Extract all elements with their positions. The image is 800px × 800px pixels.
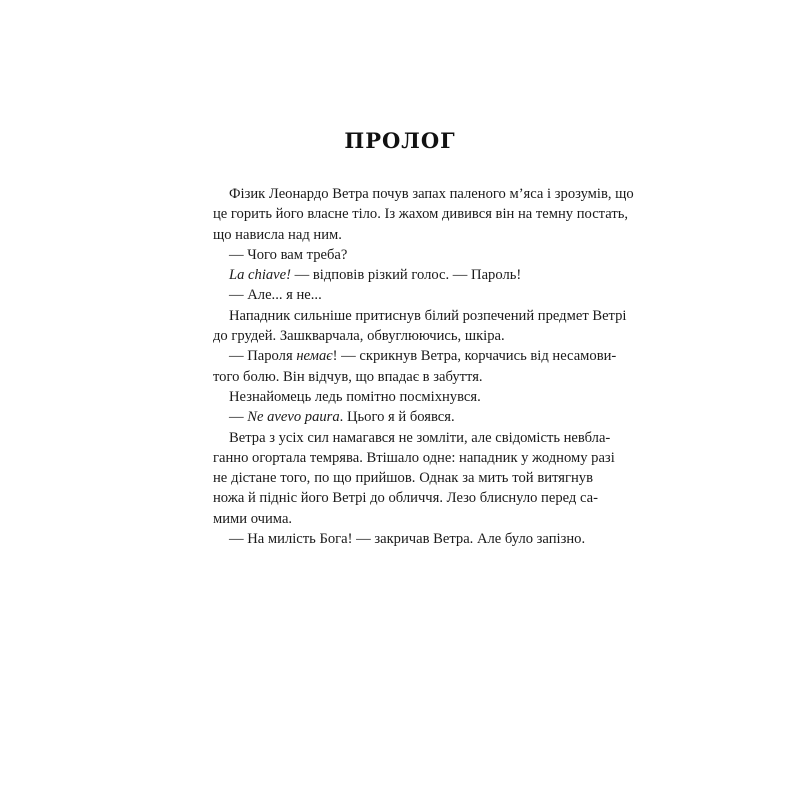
text-line: що нависла над ним. — [213, 226, 342, 243]
text-line: — На милість Бога! — закричав Ветра. Але було запізно. — [229, 531, 586, 548]
text-line: — Чого вам треба? — [229, 246, 348, 263]
text-line: — Але... я не... — [229, 287, 322, 304]
text-line: це горить його власне тіло. Із жахом дивився він на темну постать, — [213, 206, 629, 223]
body-text — [213, 184, 634, 549]
text-line: ножа й підніс його Ветрі до обличчя. Лезо блиснуло перед са- — [213, 490, 598, 507]
line-text: — Пароля — [229, 348, 297, 365]
text-line: Ветра з усіх сил намагався не зомліти, але свідомість невбла- — [229, 429, 611, 446]
line-text: ! — скрикнув Ветра, корчачись від несамови- — [332, 348, 617, 365]
page-title: ПРОЛОГ — [344, 128, 456, 153]
text-line: Нападник сильніше притиснув білий розпечений предмет Ветрі — [229, 307, 627, 324]
text-line: ганно огортала темрява. Втішало одне: нападник у жодному разі — [213, 449, 615, 466]
text-line — [213, 346, 617, 366]
line-text: — відповів різкий голос. — Пароль! — [291, 267, 522, 284]
text-line: того болю. Він відчув, що впадає в забуття. — [213, 368, 483, 385]
text-line: до грудей. Зашкварчала, обвуглюючись, шкіра. — [213, 328, 505, 345]
text-line: Фізик Леонардо Ветра почув запах паленого м’яса і зрозумів, що — [229, 186, 634, 202]
italic-phrase: немає — [296, 348, 333, 365]
text-line — [213, 265, 593, 285]
line-text: . Цього я й боявся. — [339, 409, 455, 426]
text-line: мими очима. — [213, 510, 293, 527]
italic-phrase: La chiave! — [229, 267, 292, 284]
text-line: не дістане того, по що прийшов. Однак за мить той витягнув — [213, 470, 593, 487]
text-line — [213, 407, 593, 427]
line-text: — — [229, 409, 248, 426]
text-line: Незнайомець ледь помітно посміхнувся. — [229, 388, 481, 405]
italic-phrase: Ne avevo paura — [247, 409, 340, 426]
